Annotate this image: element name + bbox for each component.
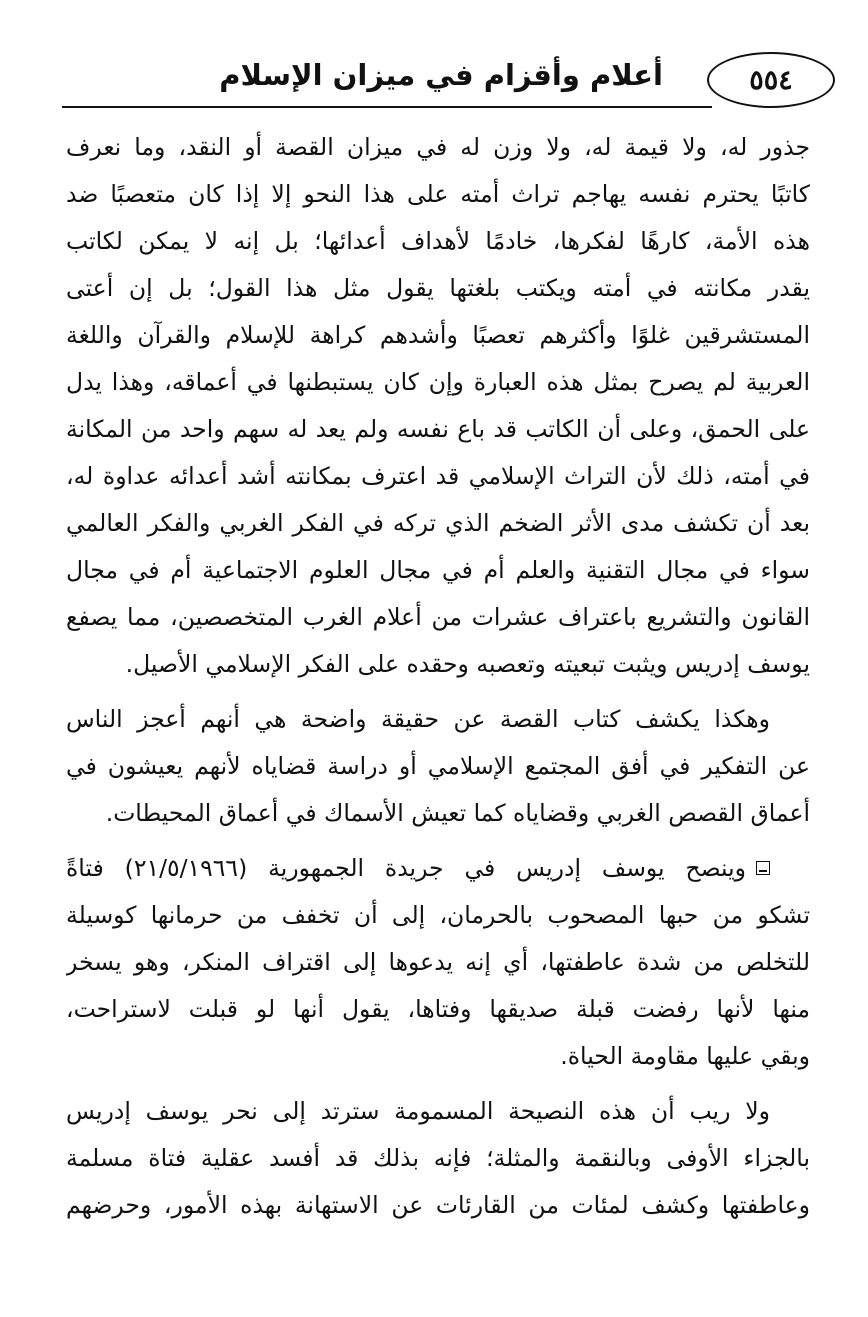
text-line: بعد أن تكشف مدى الأثر الضخم الذي تركه في الفكر الغربي والفكر العالمي: [66, 509, 810, 537]
text-line: جذور له، ولا قيمة له، ولا وزن له في ميزان القصة أو النقد، وما نعرف: [66, 133, 810, 161]
body-text: [66, 124, 810, 1229]
text-line: القانون والتشريع باعتراف عشرات من أعلام الغرب المتخصصين، مما يصفع: [66, 603, 810, 631]
text-line: يوسف إدريس ويثبت تبعيته وتعصبه وحقده على الفكر الإسلامي الأصيل.: [125, 650, 810, 678]
text-line: وعاطفتها وكشف لمئات من القارئات عن الاستهانة بهذه الأمور، وحرضهم: [66, 1191, 810, 1219]
text-line: المستشرقين غلوًا وأكثرهم تعصبًا وأشدهم كراهة للإسلام والقرآن واللغة: [66, 321, 810, 349]
text-line: سواء في مجال التقنية والعلم أم في مجال العلوم الاجتماعية أم في مجال: [66, 556, 810, 584]
text-line: وبقي عليها مقاومة الحياة.: [560, 1042, 810, 1070]
page-header: [62, 48, 808, 110]
text-line: عن التفكير في أفق المجتمع الإسلامي أو دراسة قضاياه لأنهم يعيشون في: [66, 752, 810, 780]
text-line: بالجزاء الأوفى وبالنقمة والمثلة؛ فإنه بذلك قد أفسد عقلية فتاة مسلمة: [66, 1144, 810, 1172]
text-line: منها لأنها رفضت قبلة صديقها وفتاها، يقول أنها لو قبلت لاستراحت،: [66, 995, 810, 1023]
square-bullet-icon: [756, 861, 770, 875]
text-line: وهكذا يكشف كتاب القصة عن حقيقة واضحة هي أنهم أعجز الناس: [66, 705, 770, 733]
text-line: العربية لم يصرح بمثل هذه العبارة وإن كان يستبطنها في أعماقه، وهذا يدل: [66, 368, 810, 396]
bullet-line: [66, 845, 810, 892]
text-line: ولا ريب أن هذه النصيحة المسمومة سترتد إلى نحر يوسف إدريس: [66, 1097, 770, 1125]
paragraph-gap: [66, 837, 810, 845]
page-number: ٥٥٤: [749, 64, 793, 96]
paragraph-gap: [66, 1080, 810, 1088]
text-line: في أمته، ذلك لأن التراث الإسلامي قد اعترف بمكانته أشد أعدائه عداوة له،: [66, 462, 810, 490]
text-line: وينصح يوسف إدريس في جريدة الجمهورية (٢١/٥/١٩٦٦) فتاةً: [66, 854, 747, 882]
header-rule: [62, 106, 712, 108]
text-line: تشكو من حبها المصحوب بالحرمان، إلى أن تخفف من حرمانها كوسيلة: [66, 901, 810, 929]
paragraph-gap: [66, 688, 810, 696]
text-line: هذه الأمة، كارهًا لفكرها، خادمًا لأهداف أعدائها؛ بل إنه لا يمكن لكاتب: [66, 227, 810, 255]
running-title: أعلام وأقزام في ميزان الإسلام: [219, 58, 663, 92]
text-line: يقدر مكانته في أمته ويكتب بلغتها يقول مثل هذا القول؛ بل إن أعتى: [66, 274, 810, 302]
text-line: أعماق القصص الغربي وقضاياه كما تعيش الأسماك في أعماق المحيطات.: [105, 799, 810, 827]
text-line: كاتبًا يحترم نفسه يهاجم تراث أمته على هذا النحو إلا إذا كان متعصبًا ضد: [66, 180, 810, 208]
text-line: على الحمق، وعلى أن الكاتب قد باع نفسه ولم يعد له سهم واحد من المكانة: [66, 415, 810, 443]
text-line: للتخلص من شدة عاطفتها، أي إنه يدعوها إلى اقتراف المنكر، وهو يسخر: [66, 948, 810, 976]
page-number-frame: [707, 52, 835, 108]
